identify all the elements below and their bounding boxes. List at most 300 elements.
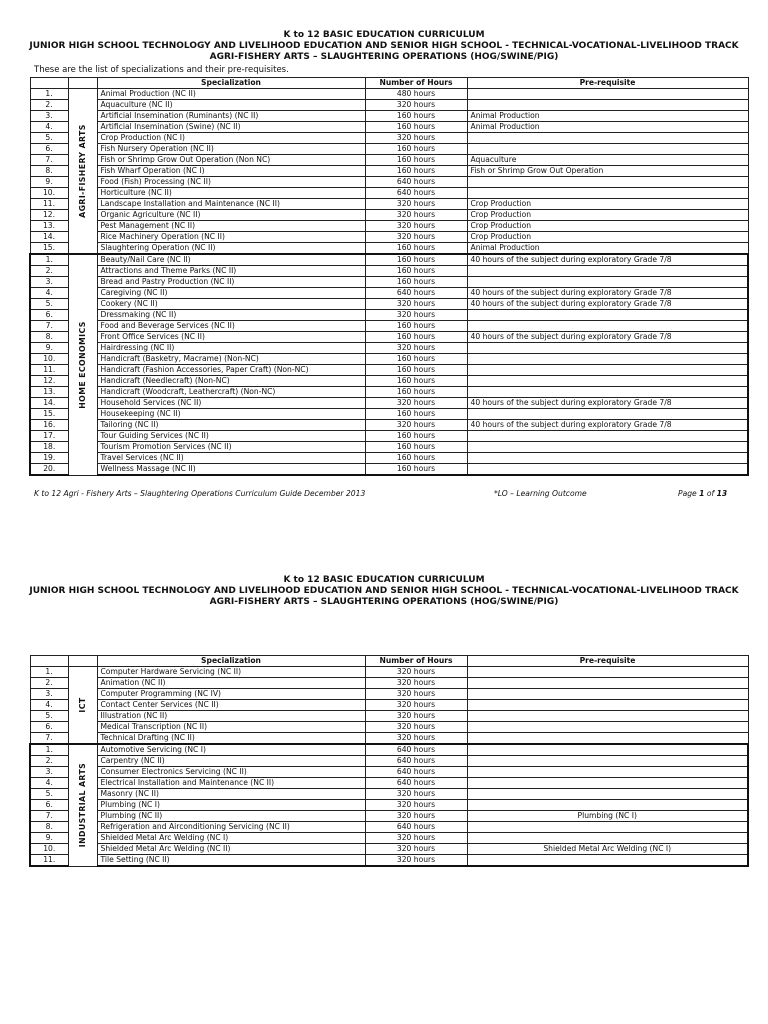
hours-cell: 320 hours [365, 833, 467, 844]
table-row [30, 733, 748, 745]
hours-cell: 320 hours [365, 800, 467, 811]
prerequisite-cell: 40 hours of the subject during exploratory Grade 7/8 [467, 299, 748, 310]
specialization-cell: Aquaculture (NC II) [97, 100, 365, 111]
hours-cell: 160 hours [365, 464, 467, 476]
footer-page-number [678, 489, 727, 498]
row-number: 19. [30, 453, 68, 464]
row-number: 5. [30, 299, 68, 310]
specialization-cell: Food and Beverage Services (NC II) [97, 321, 365, 332]
group-label: INDUSTRIAL ARTS [77, 763, 87, 848]
hours-cell: 320 hours [365, 700, 467, 711]
specialization-cell: Consumer Electronics Servicing (NC II) [97, 767, 365, 778]
row-number: 9. [30, 833, 68, 844]
hours-cell: 320 hours [365, 398, 467, 409]
prerequisite-cell: 40 hours of the subject during exploratory Grade 7/8 [467, 420, 748, 431]
prerequisite-cell [467, 442, 748, 453]
row-number: 11. [30, 365, 68, 376]
header-hours: Number of Hours [365, 656, 467, 667]
specialization-cell: Computer Hardware Servicing (NC II) [97, 667, 365, 678]
row-number: 18. [30, 442, 68, 453]
prerequisite-cell [467, 678, 748, 689]
page-of: of [706, 489, 715, 498]
hours-cell: 320 hours [365, 133, 467, 144]
hours-cell: 320 hours [365, 678, 467, 689]
prerequisite-cell [467, 756, 748, 767]
specialization-cell: Carpentry (NC II) [97, 756, 365, 767]
specialization-cell: Masonry (NC II) [97, 789, 365, 800]
row-number: 1. [30, 744, 68, 756]
row-number: 2. [30, 756, 68, 767]
hours-cell: 320 hours [365, 199, 467, 210]
table-row [30, 310, 748, 321]
prerequisite-cell: Shielded Metal Arc Welding (NC I) [467, 844, 748, 855]
row-number: 6. [30, 800, 68, 811]
hours-cell: 640 hours [365, 767, 467, 778]
prerequisite-cell [467, 722, 748, 733]
hours-cell: 320 hours [365, 855, 467, 867]
row-number: 4. [30, 288, 68, 299]
specialization-cell: Animation (NC II) [97, 678, 365, 689]
row-number: 6. [30, 144, 68, 155]
track-title: JUNIOR HIGH SCHOOL TECHNOLOGY AND LIVELIHOOD EDUCATION AND SENIOR HIGH SCHOOL - TECHNICAL-VOCATIONAL-LIVELIHOOD TRACK [29, 41, 739, 51]
specialization-cell: Computer Programming (NC IV) [97, 689, 365, 700]
hours-cell: 160 hours [365, 122, 467, 133]
row-number: 16. [30, 420, 68, 431]
hours-cell: 320 hours [365, 299, 467, 310]
specialization-cell: Shielded Metal Arc Welding (NC II) [97, 844, 365, 855]
specialization-cell: Horticulture (NC II) [97, 188, 365, 199]
prerequisite-cell [467, 409, 748, 420]
group-agri-fishery-arts [30, 89, 748, 255]
table-row [30, 299, 748, 310]
prerequisite-cell [467, 833, 748, 844]
table-row [30, 243, 748, 255]
row-number: 5. [30, 789, 68, 800]
row-number: 13. [30, 221, 68, 232]
row-number: 1. [30, 89, 68, 100]
table-row [30, 767, 748, 778]
prerequisite-cell: Fish or Shrimp Grow Out Operation [467, 166, 748, 177]
table-row [30, 689, 748, 700]
prerequisite-cell: Aquaculture [467, 155, 748, 166]
specialization-cell: Contact Center Services (NC II) [97, 700, 365, 711]
prerequisite-cell [467, 387, 748, 398]
specialization-cell: Handicraft (Needlecraft) (Non-NC) [97, 376, 365, 387]
table-row [30, 133, 748, 144]
prerequisite-cell [467, 789, 748, 800]
table-header-row [30, 78, 748, 89]
prerequisite-cell [467, 464, 748, 476]
table-row [30, 722, 748, 733]
hours-cell: 640 hours [365, 288, 467, 299]
group-label: ICT [77, 697, 87, 713]
prerequisite-cell: Animal Production [467, 243, 748, 255]
table-row [30, 188, 748, 199]
table-row [30, 210, 748, 221]
header-group [68, 78, 97, 89]
specialization-cell: Slaughtering Operation (NC II) [97, 243, 365, 255]
group-ict [30, 667, 748, 745]
hours-cell: 320 hours [365, 232, 467, 243]
specialization-cell: Crop Production (NC I) [97, 133, 365, 144]
specialization-cell: Bread and Pastry Production (NC II) [97, 277, 365, 288]
prerequisite-cell [467, 144, 748, 155]
specialization-cell: Organic Agriculture (NC II) [97, 210, 365, 221]
table-row [30, 855, 748, 867]
row-number: 15. [30, 409, 68, 420]
table-row [30, 288, 748, 299]
prerequisite-cell [467, 277, 748, 288]
specialization-cell: Plumbing (NC II) [97, 811, 365, 822]
prerequisite-cell [467, 89, 748, 100]
hours-cell: 320 hours [365, 221, 467, 232]
hours-cell: 160 hours [365, 442, 467, 453]
prerequisite-cell [467, 689, 748, 700]
header-hours: Number of Hours [365, 78, 467, 89]
table-row [30, 199, 748, 210]
row-number: 10. [30, 844, 68, 855]
row-number: 7. [30, 811, 68, 822]
table-row [30, 711, 748, 722]
table-row [30, 177, 748, 188]
row-number: 17. [30, 431, 68, 442]
header-group [68, 656, 97, 667]
row-number: 5. [30, 133, 68, 144]
hours-cell: 640 hours [365, 822, 467, 833]
row-number: 3. [30, 689, 68, 700]
hours-cell: 320 hours [365, 667, 467, 678]
table-row [30, 387, 748, 398]
specialization-cell: Food (Fish) Processing (NC II) [97, 177, 365, 188]
specialization-cell: Tour Guiding Services (NC II) [97, 431, 365, 442]
prerequisite-cell: Crop Production [467, 199, 748, 210]
table-row [30, 420, 748, 431]
specialization-cell: Handicraft (Fashion Accessories, Paper Craft) (Non-NC) [97, 365, 365, 376]
table-row [30, 833, 748, 844]
hours-cell: 160 hours [365, 332, 467, 343]
prerequisite-cell: Plumbing (NC I) [467, 811, 748, 822]
header-prerequisite: Pre-requisite [467, 78, 748, 89]
row-number: 20. [30, 464, 68, 476]
table-row [30, 332, 748, 343]
row-number: 10. [30, 354, 68, 365]
table-row [30, 678, 748, 689]
prerequisite-cell [467, 667, 748, 678]
table-row [30, 343, 748, 354]
table-row [30, 254, 748, 266]
hours-cell: 160 hours [365, 155, 467, 166]
hours-cell: 160 hours [365, 431, 467, 442]
hours-cell: 480 hours [365, 89, 467, 100]
row-number: 14. [30, 232, 68, 243]
group-home-economics [30, 254, 748, 475]
prerequisite-cell: Animal Production [467, 122, 748, 133]
row-number: 15. [30, 243, 68, 255]
table-row [30, 431, 748, 442]
hours-cell: 160 hours [365, 387, 467, 398]
prerequisite-cell: Crop Production [467, 221, 748, 232]
hours-cell: 160 hours [365, 277, 467, 288]
specialization-cell: Technical Drafting (NC II) [97, 733, 365, 745]
row-number: 6. [30, 722, 68, 733]
hours-cell: 160 hours [365, 365, 467, 376]
table-row [30, 744, 748, 756]
table-row [30, 844, 748, 855]
table-row [30, 221, 748, 232]
hours-cell: 320 hours [365, 844, 467, 855]
specialization-cell: Shielded Metal Arc Welding (NC I) [97, 833, 365, 844]
table-row [30, 700, 748, 711]
footer-lo-note: *LO – Learning Outcome [494, 489, 587, 498]
row-number: 7. [30, 733, 68, 745]
table-row [30, 778, 748, 789]
specialization-cell: Landscape Installation and Maintenance (NC II) [97, 199, 365, 210]
specialization-cell: Automotive Servicing (NC I) [97, 744, 365, 756]
table-row [30, 376, 748, 387]
row-number: 11. [30, 855, 68, 867]
prerequisite-cell [467, 177, 748, 188]
table-row [30, 321, 748, 332]
hours-cell: 640 hours [365, 188, 467, 199]
hours-cell: 320 hours [365, 343, 467, 354]
table-row [30, 667, 748, 678]
row-number: 8. [30, 822, 68, 833]
group-label: HOME ECONOMICS [77, 320, 87, 409]
table-row [30, 365, 748, 376]
table-row [30, 100, 748, 111]
specialization-cell: Artificial Insemination (Swine) (NC II) [97, 122, 365, 133]
table-header-row [30, 656, 748, 667]
group-industrial-arts [30, 744, 748, 866]
row-number: 6. [30, 310, 68, 321]
row-number: 2. [30, 266, 68, 277]
row-number: 7. [30, 321, 68, 332]
subject-title: AGRI-FISHERY ARTS – SLAUGHTERING OPERATIONS (HOG/SWINE/PIG) [209, 52, 559, 62]
row-number: 4. [30, 122, 68, 133]
prerequisite-cell [467, 133, 748, 144]
hours-cell: 320 hours [365, 722, 467, 733]
prerequisite-cell [467, 266, 748, 277]
prerequisite-cell [467, 733, 748, 745]
row-number: 11. [30, 199, 68, 210]
table-row [30, 144, 748, 155]
table-row [30, 756, 748, 767]
prerequisite-cell: Crop Production [467, 210, 748, 221]
specialization-cell: Illustration (NC II) [97, 711, 365, 722]
specializations-table [29, 655, 749, 867]
table-row [30, 166, 748, 177]
prerequisite-cell [467, 453, 748, 464]
prerequisite-cell: Animal Production [467, 111, 748, 122]
table-row [30, 155, 748, 166]
specialization-cell: Attractions and Theme Parks (NC II) [97, 266, 365, 277]
row-number: 12. [30, 210, 68, 221]
hours-cell: 320 hours [365, 689, 467, 700]
specialization-cell: Dressmaking (NC II) [97, 310, 365, 321]
group-label-cell [68, 254, 97, 475]
table-row [30, 122, 748, 133]
prerequisite-cell [467, 700, 748, 711]
prerequisite-cell: 40 hours of the subject during exploratory Grade 7/8 [467, 288, 748, 299]
prerequisite-cell [467, 365, 748, 376]
specialization-cell: Plumbing (NC I) [97, 800, 365, 811]
curriculum-title: K to 12 BASIC EDUCATION CURRICULUM [283, 30, 485, 40]
table-row [30, 789, 748, 800]
table-row [30, 398, 748, 409]
row-number: 8. [30, 332, 68, 343]
table-row [30, 811, 748, 822]
document-page-2 [0, 512, 768, 1024]
header-number [30, 656, 68, 667]
header-prerequisite: Pre-requisite [467, 656, 748, 667]
row-number: 12. [30, 376, 68, 387]
specialization-cell: Hairdressing (NC II) [97, 343, 365, 354]
prerequisite-cell [467, 822, 748, 833]
specialization-cell: Artificial Insemination (Ruminants) (NC II) [97, 111, 365, 122]
specialization-cell: Beauty/Nail Care (NC II) [97, 254, 365, 266]
hours-cell: 640 hours [365, 756, 467, 767]
intro-text: These are the list of specializations and their pre-requisites. [34, 65, 289, 75]
hours-cell: 160 hours [365, 266, 467, 277]
row-number: 3. [30, 277, 68, 288]
row-number: 2. [30, 678, 68, 689]
header-specialization: Specialization [97, 656, 365, 667]
hours-cell: 160 hours [365, 453, 467, 464]
group-label-cell [68, 667, 97, 745]
specialization-cell: Handicraft (Woodcraft, Leathercraft) (Non-NC) [97, 387, 365, 398]
subject-title: AGRI-FISHERY ARTS – SLAUGHTERING OPERATIONS (HOG/SWINE/PIG) [209, 597, 559, 607]
prerequisite-cell: Crop Production [467, 232, 748, 243]
table-row [30, 822, 748, 833]
prerequisite-cell [467, 100, 748, 111]
footer-guide-title: K to 12 Agri - Fishery Arts – Slaughtering Operations Curriculum Guide December 2013 [34, 489, 366, 498]
prerequisite-cell [467, 711, 748, 722]
prerequisite-cell [467, 431, 748, 442]
table-row [30, 453, 748, 464]
hours-cell: 160 hours [365, 376, 467, 387]
specialization-cell: Household Services (NC II) [97, 398, 365, 409]
hours-cell: 320 hours [365, 733, 467, 745]
prerequisite-cell [467, 376, 748, 387]
specialization-cell: Housekeeping (NC II) [97, 409, 365, 420]
row-number: 9. [30, 177, 68, 188]
page-total: 13 [716, 489, 728, 498]
hours-cell: 160 hours [365, 321, 467, 332]
row-number: 1. [30, 254, 68, 266]
specialization-cell: Cookery (NC II) [97, 299, 365, 310]
specialization-cell: Medical Transcription (NC II) [97, 722, 365, 733]
row-number: 8. [30, 166, 68, 177]
specialization-cell: Tile Setting (NC II) [97, 855, 365, 867]
hours-cell: 320 hours [365, 420, 467, 431]
prerequisite-cell [467, 800, 748, 811]
hours-cell: 160 hours [365, 166, 467, 177]
hours-cell: 160 hours [365, 144, 467, 155]
prerequisite-cell [467, 343, 748, 354]
table-row [30, 277, 748, 288]
hours-cell: 320 hours [365, 310, 467, 321]
prerequisite-cell [467, 778, 748, 789]
row-number: 14. [30, 398, 68, 409]
hours-cell: 160 hours [365, 254, 467, 266]
specializations-table [29, 77, 749, 476]
row-number: 9. [30, 343, 68, 354]
curriculum-title: K to 12 BASIC EDUCATION CURRICULUM [283, 575, 485, 585]
row-number: 4. [30, 700, 68, 711]
specialization-cell: Fish Nursery Operation (NC II) [97, 144, 365, 155]
specialization-cell: Fish Wharf Operation (NC I) [97, 166, 365, 177]
specialization-cell: Animal Production (NC II) [97, 89, 365, 100]
row-number: 3. [30, 111, 68, 122]
row-number: 1. [30, 667, 68, 678]
specialization-cell: Fish or Shrimp Grow Out Operation (Non NC) [97, 155, 365, 166]
prerequisite-cell [467, 188, 748, 199]
page-current: 1 [699, 489, 705, 498]
row-number: 4. [30, 778, 68, 789]
row-number: 7. [30, 155, 68, 166]
table-row [30, 464, 748, 476]
table-row [30, 232, 748, 243]
specialization-cell: Caregiving (NC II) [97, 288, 365, 299]
specialization-cell: Front Office Services (NC II) [97, 332, 365, 343]
track-title: JUNIOR HIGH SCHOOL TECHNOLOGY AND LIVELIHOOD EDUCATION AND SENIOR HIGH SCHOOL - TECHNICAL-VOCATIONAL-LIVELIHOOD TRACK [29, 586, 739, 596]
prerequisite-cell [467, 321, 748, 332]
row-number: 2. [30, 100, 68, 111]
specialization-cell: Travel Services (NC II) [97, 453, 365, 464]
group-label: AGRI-FISHERY ARTS [77, 124, 87, 218]
hours-cell: 160 hours [365, 409, 467, 420]
header-number [30, 78, 68, 89]
hours-cell: 320 hours [365, 789, 467, 800]
hours-cell: 320 hours [365, 711, 467, 722]
group-label-cell [68, 89, 97, 255]
prerequisite-cell [467, 744, 748, 756]
prerequisite-cell [467, 310, 748, 321]
hours-cell: 640 hours [365, 177, 467, 188]
specialization-cell: Electrical Installation and Maintenance (NC II) [97, 778, 365, 789]
specialization-cell: Pest Management (NC II) [97, 221, 365, 232]
prerequisite-cell: 40 hours of the subject during exploratory Grade 7/8 [467, 254, 748, 266]
table-row [30, 800, 748, 811]
hours-cell: 320 hours [365, 210, 467, 221]
prerequisite-cell: 40 hours of the subject during exploratory Grade 7/8 [467, 332, 748, 343]
specialization-cell: Rice Machinery Operation (NC II) [97, 232, 365, 243]
header-specialization: Specialization [97, 78, 365, 89]
hours-cell: 320 hours [365, 100, 467, 111]
hours-cell: 160 hours [365, 354, 467, 365]
specialization-cell: Wellness Massage (NC II) [97, 464, 365, 476]
row-number: 10. [30, 188, 68, 199]
table-row [30, 354, 748, 365]
hours-cell: 640 hours [365, 778, 467, 789]
row-number: 3. [30, 767, 68, 778]
group-label-cell [68, 744, 97, 866]
prerequisite-cell [467, 354, 748, 365]
hours-cell: 160 hours [365, 243, 467, 255]
hours-cell: 640 hours [365, 744, 467, 756]
table-row [30, 409, 748, 420]
row-number: 13. [30, 387, 68, 398]
specialization-cell: Handicraft (Basketry, Macrame) (Non-NC) [97, 354, 365, 365]
table-row [30, 89, 748, 100]
prerequisite-cell [467, 855, 748, 867]
hours-cell: 160 hours [365, 111, 467, 122]
row-number: 5. [30, 711, 68, 722]
specialization-cell: Refrigeration and Airconditioning Servicing (NC II) [97, 822, 365, 833]
prerequisite-cell [467, 767, 748, 778]
prerequisite-cell: 40 hours of the subject during exploratory Grade 7/8 [467, 398, 748, 409]
table-row [30, 111, 748, 122]
